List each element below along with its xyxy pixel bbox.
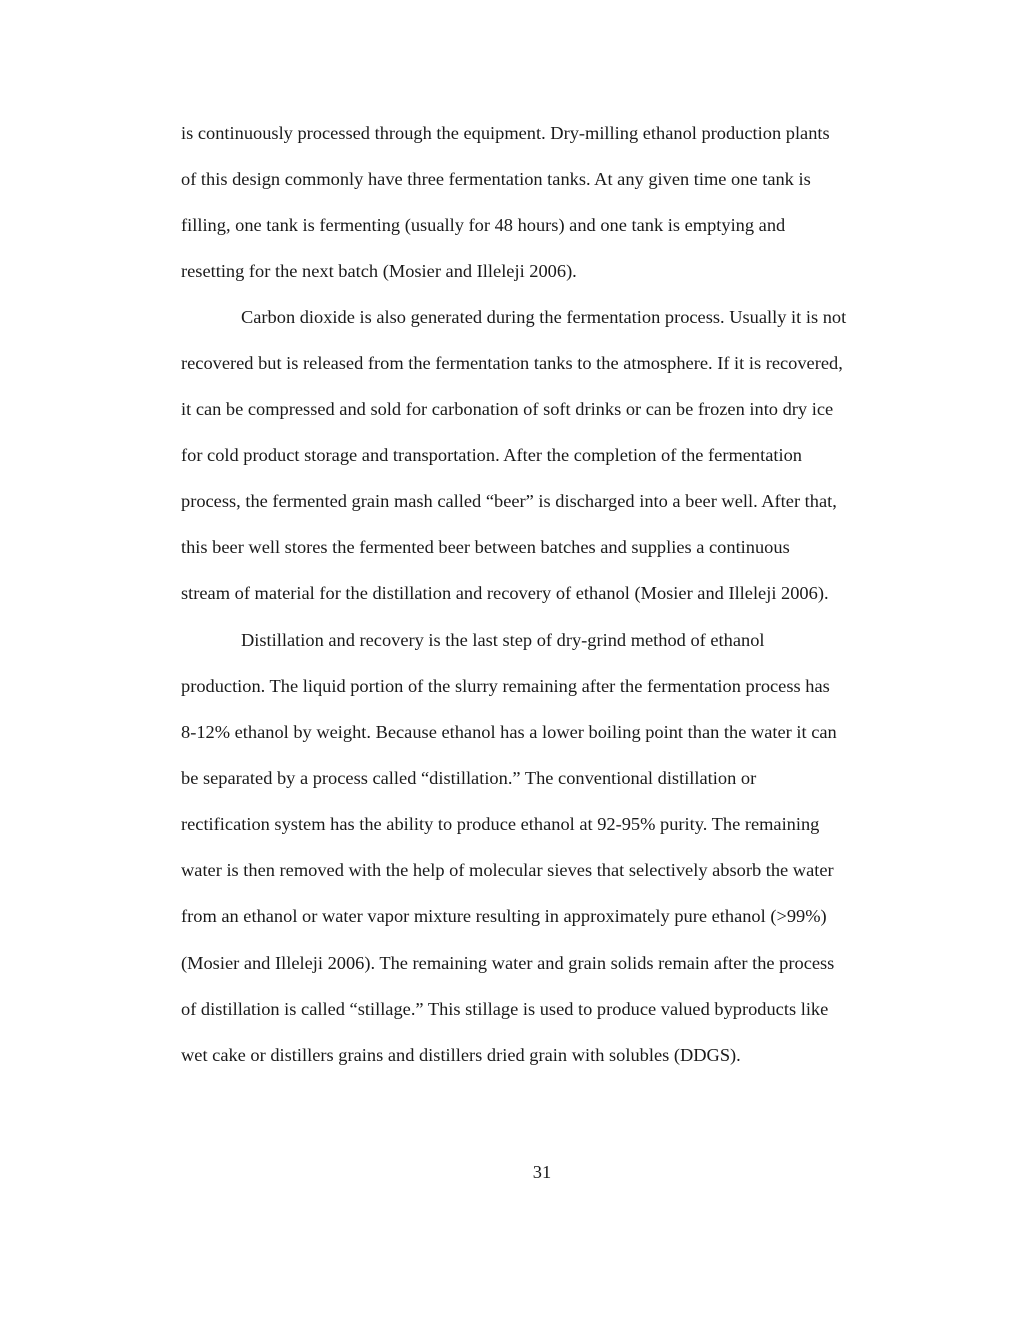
text-line: be separated by a process called “distillation.” The conventional distillation or [181,768,757,788]
text-line: water is then removed with the help of molecular sieves that selectively absorb the water [181,860,834,880]
text-line: for cold product storage and transportation. After the completion of the fermentation [181,445,802,465]
text-line: resetting for the next batch (Mosier and Illeleji 2006). [181,261,577,281]
text-line: production. The liquid portion of the slurry remaining after the fermentation process has [181,676,830,696]
text-line: rectification system has the ability to produce ethanol at 92-95% purity. The remaining [181,814,820,834]
paragraph-first-line: Carbon dioxide is also generated during the fermentation process. Usually it is not [241,307,847,327]
text-line: 8-12% ethanol by weight. Because ethanol has a lower boiling point than the water it can [181,722,837,742]
text-line: this beer well stores the fermented beer between batches and supplies a continuous [181,537,790,557]
text-line: it can be compressed and sold for carbonation of soft drinks or can be frozen into dry ice [181,399,834,419]
page-number: 31 [532,1162,552,1182]
text-line: recovered but is released from the fermentation tanks to the atmosphere. If it is recovered, [181,353,843,373]
text-line: of this design commonly have three fermentation tanks. At any given time one tank is [181,169,811,189]
text-line: (Mosier and Illeleji 2006). The remaining water and grain solids remain after the process [181,953,835,973]
text-line: is continuously processed through the equipment. Dry-milling ethanol production plants [181,123,830,143]
text-line: process, the fermented grain mash called “beer” is discharged into a beer well. After that, [181,491,837,511]
paragraph-first-line: Distillation and recovery is the last step of dry-grind method of ethanol [241,630,765,650]
text-line: filling, one tank is fermenting (usually for 48 hours) and one tank is emptying and [181,215,786,235]
text-line: stream of material for the distillation and recovery of ethanol (Mosier and Illeleji 2006). [181,583,829,603]
text-line: of distillation is called “stillage.” This stillage is used to produce valued byproducts like [181,999,829,1019]
text-line: from an ethanol or water vapor mixture resulting in approximately pure ethanol (>99%) [181,906,827,926]
text-line: wet cake or distillers grains and distillers dried grain with solubles (DDGS). [181,1045,741,1065]
